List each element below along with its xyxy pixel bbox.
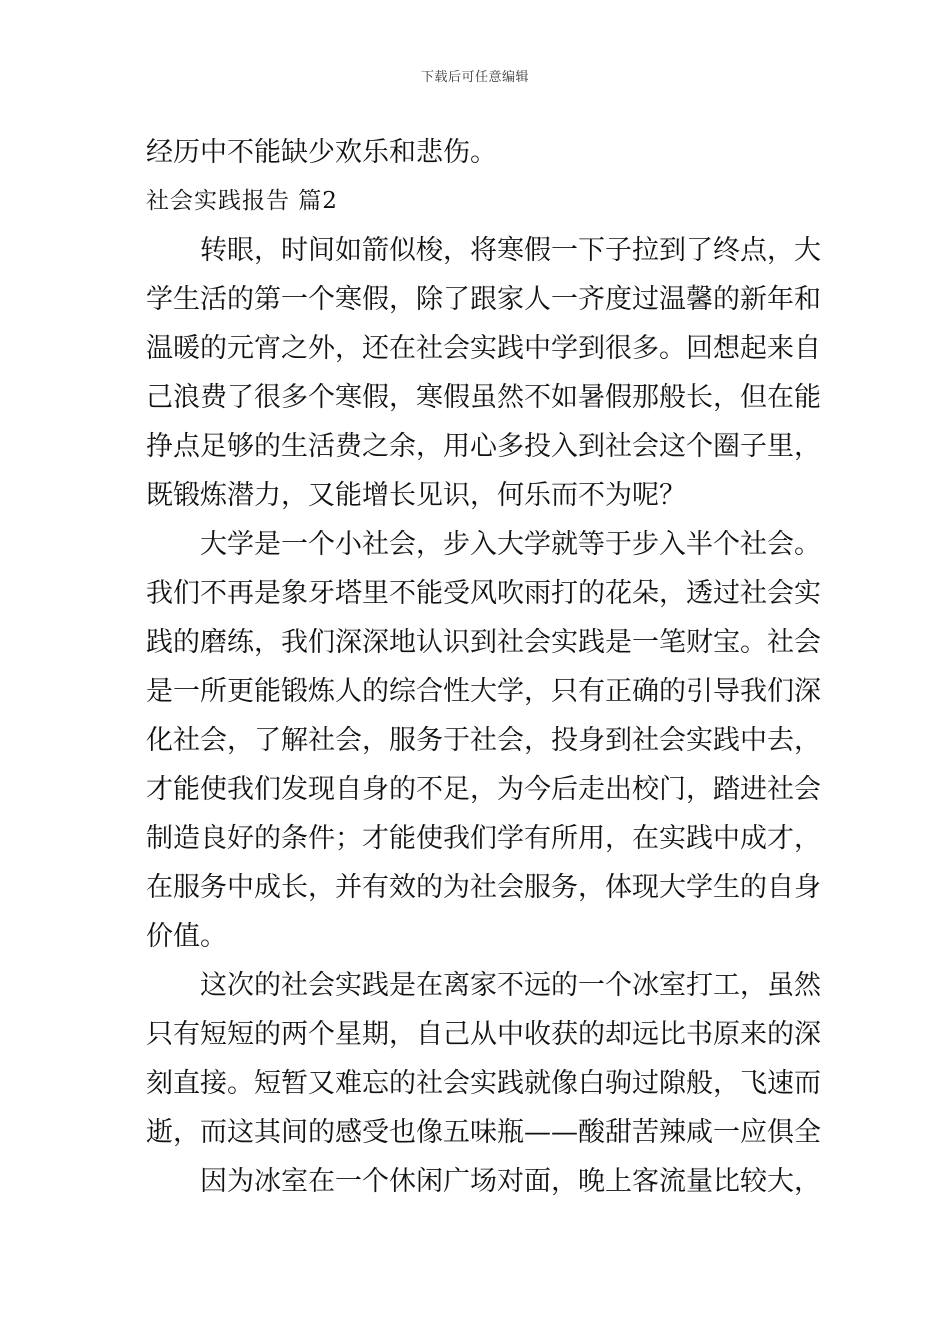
text-line: 价值。 bbox=[146, 921, 227, 952]
text-line: 刻直接。短暂又难忘的社会实践就像白驹过隙般，飞速而 bbox=[146, 1068, 821, 1099]
page-header: 下载后可任意编辑 bbox=[420, 70, 529, 85]
document-body bbox=[146, 128, 821, 1206]
text-line: 逝，而这其间的感受也像五味瓶——酸甜苦辣咸一应俱全 bbox=[146, 1117, 821, 1148]
text-line: 经历中不能缺少欢乐和悲伤。 bbox=[146, 137, 497, 168]
text-line: 是一所更能锻炼人的综合性大学，只有正确的引导我们深 bbox=[146, 676, 821, 707]
section-heading: 社会实践报告 篇2 bbox=[146, 188, 338, 214]
text-line: 我们不再是象牙塔里不能受风吹雨打的花朵，透过社会实 bbox=[146, 578, 821, 609]
text-line: 只有短短的两个星期，自己从中收获的却远比书原来的深 bbox=[146, 1019, 821, 1050]
text-line: 制造良好的条件；才能使我们学有所用，在实践中成才， bbox=[146, 823, 821, 854]
text-line: 在服务中成长，并有效的为社会服务，体现大学生的自身 bbox=[146, 872, 821, 903]
text-line: 既锻炼潜力，又能增长见识，何乐而不为呢？ bbox=[146, 480, 686, 511]
text-line: 学生活的第一个寒假，除了跟家人一齐度过温馨的新年和 bbox=[146, 284, 821, 315]
text-line: 大学是一个小社会，步入大学就等于步入半个社会。 bbox=[200, 529, 821, 560]
text-line: 挣点足够的生活费之余，用心多投入到社会这个圈子里， bbox=[146, 431, 821, 462]
text-line: 因为冰室在一个休闲广场对面，晚上客流量比较大， bbox=[200, 1166, 821, 1197]
text-line: 化社会，了解社会，服务于社会，投身到社会实践中去， bbox=[146, 725, 821, 756]
text-line: 己浪费了很多个寒假，寒假虽然不如暑假那般长，但在能 bbox=[146, 382, 821, 413]
text-line: 转眼，时间如箭似梭，将寒假一下子拉到了终点，大 bbox=[200, 235, 821, 266]
text-line: 践的磨练，我们深深地认识到社会实践是一笔财宝。社会 bbox=[146, 627, 821, 658]
text-line: 这次的社会实践是在离家不远的一个冰室打工，虽然 bbox=[200, 970, 821, 1001]
text-line: 温暖的元宵之外，还在社会实践中学到很多。回想起来自 bbox=[146, 333, 821, 364]
text-line: 才能使我们发现自身的不足，为今后走出校门，踏进社会 bbox=[146, 774, 821, 805]
